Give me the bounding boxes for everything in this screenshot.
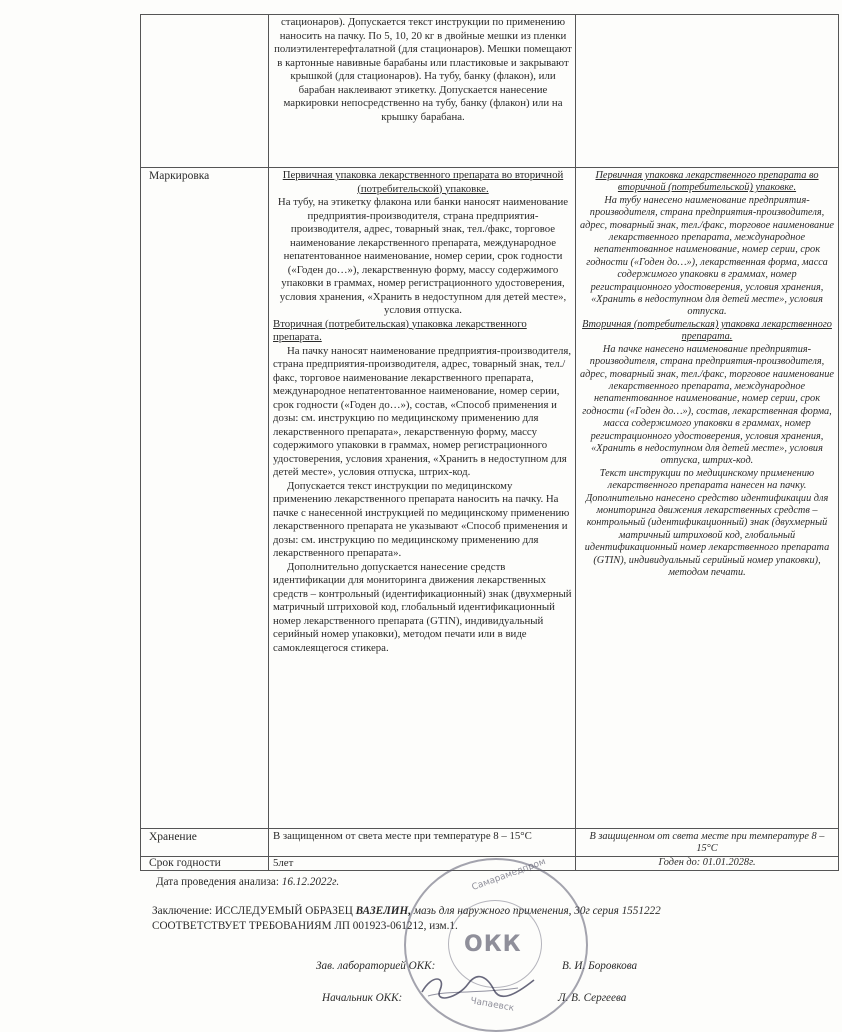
result-cell xyxy=(576,15,839,168)
analysis-date-line xyxy=(156,876,339,888)
spec-heading-primary: Первичная упаковка лекарственного препарата во вторичной (потребительской) упаковке. xyxy=(282,169,564,195)
storage-result: В защищенном от света месте при температуре 8 – 15°С xyxy=(589,831,825,855)
table-row xyxy=(141,168,839,829)
table-row xyxy=(141,829,839,857)
conclusion-product-details: мазь для наружного применения, 30г серия 1551222 xyxy=(413,905,661,917)
result-cell xyxy=(576,856,839,871)
spec-cell xyxy=(269,15,576,168)
shelf-life-result: Годен до: 01.01.2028г. xyxy=(658,856,756,868)
result-cell xyxy=(576,168,839,829)
stamp-ring-bottom-text: Чапаевск xyxy=(469,996,515,1014)
lab-head-title: Зав. лабораторией ОКК: xyxy=(316,960,436,972)
storage-spec: В защищенном от света месте при температуре 8 – 15°С xyxy=(273,830,532,842)
spec-para-secondary: На пачку наносят наименование предприятия-производителя, страна предприятия-производителя, адрес, товарный знак, тел./факс, торговое наименование лекарственного препарата, международное непатентованное наименование, номер серии, срок годности («Годен до…»), состав, «Способ применения и дозы: см. инструкцию по медицинскому применению для лекарственного препарата», лекарственную форму, массу содержимого упаковки в граммах, номер регистрационного удостоверения, условия хранения, «Хранить в недоступном для детей месте», условия отпуска, штрих-код. xyxy=(273,344,572,478)
row-label-marking: Маркировка xyxy=(149,170,210,182)
packaging-text: стационаров). Допускается текст инструкции по применению наносить на пачку. По 5, 10, 20 кг в двойные мешки из пленки полиэтилентерефталатной (для стационаров). Мешки помещают в картонные навивные барабаны или пластиковые и закрывают крышкой (для стационаров). На тубу, банку (флакон), или барабан наклеивают этикетку. Допускается нанесение маркировки непосредственно на тубу, банку (флакон) или на крышку барабана. xyxy=(274,16,572,123)
signature xyxy=(418,972,538,1002)
label-cell xyxy=(141,168,269,829)
conclusion-text: Заключение: ИССЛЕДУЕМЫЙ ОБРАЗЕЦ xyxy=(152,905,353,917)
label-cell xyxy=(141,15,269,168)
result-heading-primary: Первичная упаковка лекарственного препарата во вторичной (потребительской) упаковке. xyxy=(595,170,819,194)
result-para-instruction: Текст инструкции по медицинскому применению лекарственного препарата нанесен на пачку. Дополнительно нанесено средство идентификации для мониторинга движения лекарственных средств – контрольный (идентификационный) знак (двухмерный матричный штриховой код, глобальный идентификационный номер лекарственного препарата (GTIN), индивидуальный серийный номер упаковки), методом печати. xyxy=(584,467,830,578)
stamp-ring-top-text: Самарамедпром xyxy=(470,857,548,893)
result-heading-secondary: Вторичная (потребительская) упаковка лекарственного препарата. xyxy=(582,318,832,343)
spec-heading-secondary: Вторичная (потребительская) упаковка лекарственного препарата. xyxy=(273,317,527,343)
result-cell xyxy=(576,829,839,857)
label-cell xyxy=(141,829,269,857)
stamp-center-text: ОКК xyxy=(464,932,522,957)
label-cell xyxy=(141,856,269,871)
row-label-storage: Хранение xyxy=(149,831,197,843)
okk-head-title: Начальник ОКК: xyxy=(322,992,403,1004)
shelf-life-spec: 5лет xyxy=(273,856,294,869)
analysis-date-label: Дата проведения анализа: xyxy=(156,876,279,888)
spec-para-identification: Дополнительно допускается нанесение средств идентификации для мониторинга движения лекарственных средств – контрольный (идентификационный) знак (двухмерный матричный штриховой код, глобальный идентификационный номер лекарственного препарата (GTIN), индивидуальный серийный номер упаковки), методом печати или в виде самоклеящегося стикера. xyxy=(273,560,572,654)
row-label-shelf-life: Срок годности xyxy=(149,856,221,869)
spec-cell xyxy=(269,829,576,857)
conclusion-product: ВАЗЕЛИН, xyxy=(355,905,412,917)
spec-table xyxy=(140,14,839,871)
table-row xyxy=(141,15,839,168)
conclusion-line-1 xyxy=(152,905,661,917)
spec-cell xyxy=(269,168,576,829)
spec-para-primary: На тубу, на этикетку флакона или банки наносят наименование предприятия-производителя, страна предприятия-производителя, адрес, товарный знак, тел./факс, торговое наименование лекарственного препарата, международное непатентованное наименование, номер серии, срок годности («Годен до…»), лекарственную форму, массу содержимого упаковки в граммах, номер регистрационного удостоверения, условия хранения, «Хранить в недоступном для детей месте», условия отпуска. xyxy=(277,196,569,316)
result-para-secondary: На пачке нанесено наименование предприятия-производителя, страна предприятия-производителя, адрес, товарный знак, тел./факс, торговое наименование лекарственного препарата, международное непатентованное наименование, номер серии, срок годности («Годен до…»), состав, лекарственная форма, масса содержимого упаковки в граммах, номер регистрационного удостоверения, условия хранения, «Хранить в недоступном для детей месте», условия отпуска, штрих-код. xyxy=(580,343,834,467)
conclusion-line-2: СООТВЕТСТВУЕТ ТРЕБОВАНИЯМ ЛП 001923-061212, изм.1. xyxy=(152,920,458,932)
analysis-date: 16.12.2022г. xyxy=(281,876,340,888)
okk-head-name: Л. В. Сергеева xyxy=(558,992,627,1004)
result-para-primary: На тубу нанесено наименование предприятия-производителя, страна предприятия-производителя, адрес, товарный знак, тел./факс, торговое наименование лекарственного препарата, международное непатентованное наименование, номер серии, срок годности («Годен до…»), лекарственная форма, масса содержимого упаковки в граммах, номер регистрационного удостоверения, условия хранения, «Хранить в недоступном для детей месте», условия отпуска. xyxy=(580,194,834,318)
lab-head-name: В. И. Боровкова xyxy=(562,960,638,972)
spec-para-instruction: Допускается текст инструкции по медицинскому применению лекарственного препарата наносить на пачку. На пачке с нанесенной инструкцией по медицинскому применению лекарственного препарата не указывают «Способ применения и дозы: см. инструкцию по медицинскому применению для лекарственного препарата». xyxy=(273,479,570,559)
